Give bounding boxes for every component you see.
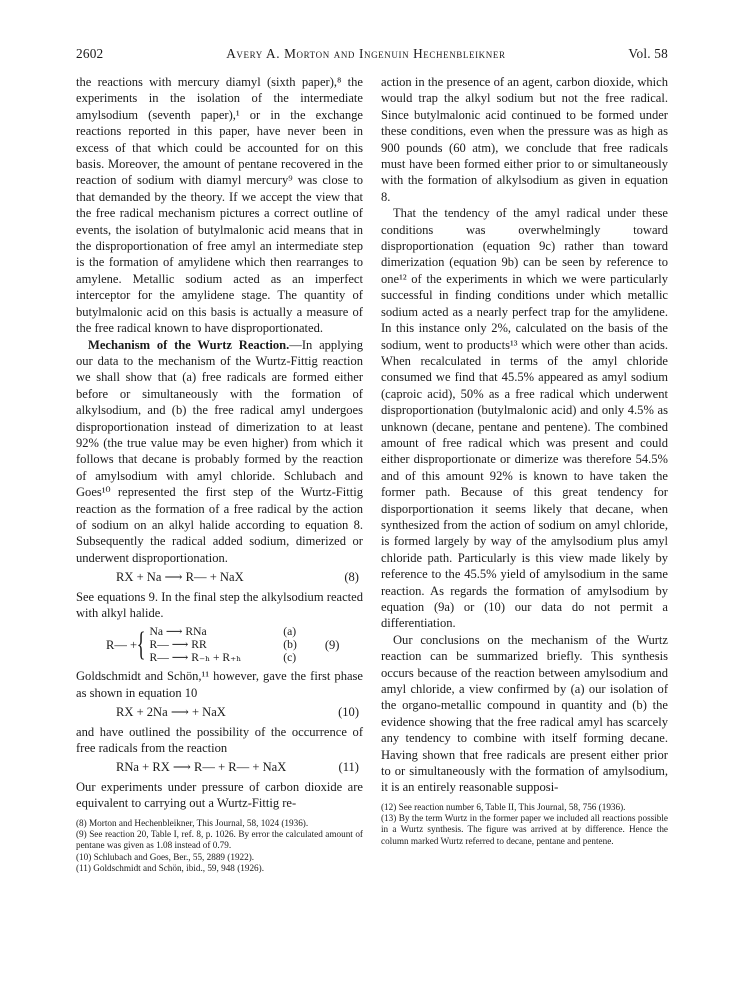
paragraph: See equations 9. In the final step the alkylsodium reacted with alkyl halide. xyxy=(76,589,363,620)
equation-tag: (b) xyxy=(283,638,297,652)
paragraph xyxy=(76,337,363,567)
equation-tag: (c) xyxy=(283,651,297,665)
paragraph: and have outlined the possibility of the occurrence of free radicals from the reaction xyxy=(76,724,363,756)
right-column xyxy=(381,74,668,847)
equation-tags xyxy=(283,625,297,664)
equation-tag: (a) xyxy=(283,625,297,639)
equation-number: (9) xyxy=(324,637,340,652)
equation-expression: RX + 2Na ⟶ + NaX xyxy=(116,705,226,720)
footnotes-right xyxy=(381,802,668,847)
page-number: 2602 xyxy=(76,46,104,61)
equation-number: (10) xyxy=(338,705,359,720)
footnote: (8) Morton and Hechenbleikner, This Journal, 58, 1024 (1936). xyxy=(76,817,309,828)
running-title: Avery A. Morton and Ingenuin Hechenbleikner xyxy=(226,46,506,61)
equation-9 xyxy=(76,625,363,664)
paragraph-text: —In applying our data to the mechanism of the Wurtz-Fittig reaction we shall show that (a) free radicals are formed either before or simultaneously with the formation of alkylsodium, and (b) the free radical amyl undergoes disproportionation instead of dimerization to at least 92% (the true value may be even higher) from which it follows that decane is probably formed by the reaction of amylsodium with amyl chloride. Schlubach and Goes¹⁰ represented the first step of the Wurtz-Fittig reaction as the formation of a free radical by the action of sodium on an alkyl halide according to equation 8. Subsequently the radical added sodium, dimerized or underwent disproportionation. xyxy=(76,337,363,565)
equation-row: R— ⟶ R₋ₕ + R₊ₕ xyxy=(149,651,242,665)
footnote: (10) Schlubach and Goes, Ber., 55, 2889 (1922). xyxy=(76,851,255,862)
equation-row: Na ⟶ RNa xyxy=(149,625,207,639)
footnote: (11) Goldschmidt and Schön, ibid., 59, 948 (1926). xyxy=(76,862,264,873)
equation-rows xyxy=(149,625,241,664)
footnotes-left xyxy=(76,818,363,874)
equation-number: (8) xyxy=(344,570,359,585)
equation-11 xyxy=(76,759,363,775)
equation-row: R— ⟶ RR xyxy=(149,638,207,652)
equation-8 xyxy=(76,569,363,585)
brace-glyph: { xyxy=(136,625,146,663)
paragraph: Our conclusions on the mechanism of the Wurtz reaction can be summarized briefly. This synthesis occurs because of the reaction between amylsodium and amyl chloride, a view confirmed by (a) our isolation of the organo-metallic compound in quantity and (b) the evidence showing that the free radical amyl has scarcely any tendency to combine with itself forming decane. Having shown that free radicals are present either prior to or simultaneously with the formation of amylsodium, it is an entirely reasonable supposi- xyxy=(381,632,668,795)
equation-10 xyxy=(76,704,363,720)
footnote: (13) By the term Wurtz in the former paper we included all reactions possible in a Wurtz synthesis. The figure was arrived at by difference. Hence the column marked Wurtz referred to decane, pentane and pentene. xyxy=(381,813,668,846)
section-heading: Mechanism of the Wurtz Reaction. xyxy=(88,337,290,352)
equation-expression: RX + Na ⟶ R— + NaX xyxy=(116,570,244,585)
volume-label: Vol. 58 xyxy=(628,46,668,61)
paragraph: the reactions with mercury diamyl (sixth paper),⁸ the experiments in the isolation of the intermediate amylsodium (seventh paper),¹ or in the exchange reactions reported in this paper, have never been in excess of that which could be accounted for on this basis. Moreover, the amount of pentane recovered in the reaction of sodium with diamyl mercury⁹ was close to that demanded by the theory. If we accept the view that the free radical mechanism pictures a correct outline of events, the isolation of butylmalonic acid means that in the disproportionation of free amyl an intermediate step is the formation of amylidene which then rearranges to amylene. Metallic sodium acted as an imperfect interceptor for the amylidene stage. The quantity of butylmalonic acid on this basis is actually a measure of the free radical known to have disproportionated. xyxy=(76,75,363,336)
equation-lead: R— + xyxy=(106,637,138,652)
left-column xyxy=(76,74,363,874)
paragraph: action in the presence of an agent, carbon dioxide, which would trap the alkyl sodium but not the free radical. Since butylmalonic acid continued to be formed under these conditions, even when the pressure was as high as 900 pounds (60 atm), we conclude that free radicals must have been formed either prior to or simultaneously with the formation of alkylsodium as given in equation 8. xyxy=(381,75,668,204)
equation-number: (11) xyxy=(338,760,359,775)
footnote: (12) See reaction number 6, Table II, This Journal, 58, 756 (1936). xyxy=(381,801,626,812)
page-header xyxy=(76,46,668,62)
paragraph: Our experiments under pressure of carbon dioxide are equivalent to carrying out a Wurtz-Fittig re- xyxy=(76,779,363,811)
equation-expression: RNa + RX ⟶ R— + R— + NaX xyxy=(116,760,287,775)
paragraph: That the tendency of the amyl radical under these conditions was overwhelmingly toward disproportionation (equation 9c) rather than toward dimerization (equation 9b) can be seen by reference to one¹² of the experiments in which we were particularly successful in finding conditions under which metallic sodium acted as a nearly perfect trap for the amylidene. In this instance only 2%, calculated on the basis of the sodium, went to products¹³ which were other than acids. When recalculated in terms of the amyl chloride consumed we find that 45.5% appeared as amyl sodium (caproic acid), 50% as a free radical which underwent disproportionation (butylmalonic acid) and only 4.5% as unknown (decane, pentane and pentene). The combined amount of free radical which was present and could either disproportionate or dimerize was therefore 54.5% and of this amount 92% is known to have taken the former path. Because of this great tendency for disporportionation it seems likely that decane, when synthesized from the action of sodium on amyl chloride, is formed largely by way of the amylsodium plus amyl chloride path. Particularly is this view made likely by reference to the 45.5% yield of amylsodium in the same reaction. As regards the formation of amylsodium by equation (9a) or (10) our data do not permit a differentiation. xyxy=(381,206,668,631)
paragraph: Goldschmidt and Schön,¹¹ however, gave the first phase as shown in equation 10 xyxy=(76,669,363,700)
footnote: (9) See reaction 20, Table I, ref. 8, p. 1026. By error the calculated amount of pentane was given as 1.08 instead of 0.79. xyxy=(76,828,363,851)
